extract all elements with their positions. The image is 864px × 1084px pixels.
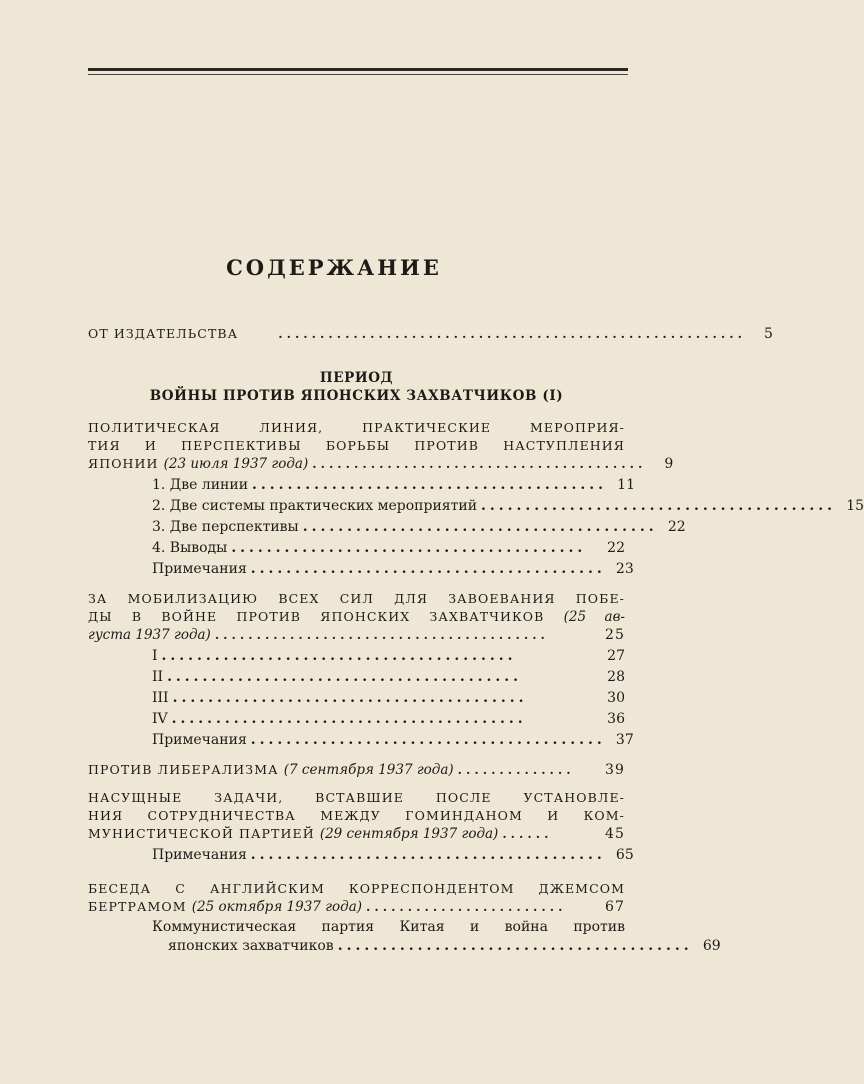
leader-dots: ........................................ <box>312 456 647 471</box>
leader-dots: .............. <box>457 762 575 777</box>
toc-page-number: 67 <box>604 899 625 915</box>
toc-page-number: 65 <box>615 847 634 863</box>
toc-subentry <box>88 845 634 866</box>
leader-dots: ........................................ <box>171 711 527 727</box>
toc-entry-line: МУНИСТИЧЕСКОЙ ПАРТИЕЙ <box>88 826 315 841</box>
leader-dots: ........................................ <box>481 498 837 514</box>
toc-entry-date: густа 1937 года) <box>88 627 211 643</box>
toc-entry-line: ЗА МОБИЛИЗАЦИЮ ВСЕХ СИЛ ДЛЯ ЗАВОЕВАНИЯ ПОБЕ- <box>88 591 625 606</box>
leader-dots: ........................................ <box>337 938 693 954</box>
toc-subentry <box>88 559 634 580</box>
toc-entry-line: НИЯ СОТРУДНИЧЕСТВА МЕЖДУ ГОМИНДАНОМ И КОМ- <box>88 808 625 823</box>
leader-dots: ........................................ <box>231 540 587 556</box>
toc-subentries-article4 <box>88 845 634 866</box>
leader-dots: ........................................ <box>161 648 517 664</box>
toc-entry-date: (29 сентября 1937 года) <box>319 826 499 842</box>
toc-subentry <box>88 496 864 517</box>
toc-page-number: 11 <box>617 477 635 493</box>
toc-subentries-article1 <box>88 475 864 580</box>
period-line2: ВОЙНЫ ПРОТИВ ЯПОНСКИХ ЗАХВАТЧИКОВ (I) <box>149 388 564 404</box>
toc-page-number: 15 <box>846 498 864 514</box>
toc-entry-label: ПРОТИВ ЛИБЕРАЛИЗМА <box>88 762 279 777</box>
toc-entry-article2 <box>88 590 625 644</box>
period-heading <box>88 369 625 405</box>
toc-entry-date: (25 октября 1937 года) <box>191 899 363 915</box>
toc-entry-label: ОТ ИЗДАТЕЛЬСТВА <box>88 326 239 341</box>
toc-subentry-label: III <box>152 690 169 706</box>
top-rule-thin <box>88 74 628 75</box>
leader-dots: ........................................ <box>214 627 549 642</box>
toc-entry-line: ПОЛИТИЧЕСКАЯ ЛИНИЯ, ПРАКТИЧЕСКИЕ МЕРОПРИЯ- <box>88 420 625 435</box>
leader-dots: ...... <box>502 826 553 841</box>
toc-entry-date: (25 ав- <box>563 609 625 625</box>
toc-entry-line: БЕСЕДА С АНГЛИЙСКИМ КОРРЕСПОНДЕНТОМ ДЖЕМСОМ <box>88 881 625 896</box>
toc-subentry-label: 1. Две линии <box>152 477 249 493</box>
toc-subentry <box>88 667 625 688</box>
toc-entry-article4 <box>88 789 625 843</box>
toc-subentry-label: 2. Две системы практических мероприятий <box>152 498 478 514</box>
toc-page-number: 5 <box>763 326 774 342</box>
toc-entry-line: БЕРТРАМОМ <box>88 899 187 914</box>
toc-page-number: 25 <box>604 627 625 643</box>
toc-entry-line: НАСУЩНЫЕ ЗАДАЧИ, ВСТАВШИЕ ПОСЛЕ УСТАНОВЛЕ- <box>88 790 625 805</box>
toc-entry-article3 <box>88 761 625 779</box>
toc-subentry <box>88 646 625 667</box>
leader-dots: ........................................ <box>172 690 528 706</box>
toc-page-number: 23 <box>615 561 634 577</box>
toc-subentry <box>88 538 625 559</box>
toc-page-number: 69 <box>702 938 721 954</box>
toc-subentry <box>88 517 686 538</box>
toc-page-number: 45 <box>604 826 625 842</box>
leader-dots: ........................................ <box>250 847 606 863</box>
toc-page-number: 28 <box>607 669 625 685</box>
toc-subentry-line: Коммунистическая партия Китая и война против <box>152 919 625 935</box>
leader-dots: ........................................ <box>302 519 658 535</box>
leader-dots: ........................ <box>366 899 567 914</box>
toc-entry-line: ТИЯ И ПЕРСПЕКТИВЫ БОРЬБЫ ПРОТИВ НАСТУПЛЕНИЯ <box>88 438 625 453</box>
toc-subentry-label: IV <box>152 711 168 727</box>
toc-subentry <box>88 688 625 709</box>
period-line1: ПЕРИОД <box>319 370 394 386</box>
toc-entry-article1 <box>88 419 675 473</box>
toc-subentry <box>88 475 635 496</box>
leader-dots: ........................................ <box>250 561 606 577</box>
table-of-contents <box>88 325 864 956</box>
toc-entry-date: (7 сентября 1937 года) <box>283 762 454 778</box>
toc-entry-date: (23 июля 1937 года) <box>163 456 309 472</box>
leader-dots: ........................................ <box>167 669 523 685</box>
toc-subentry-label: I <box>152 648 158 664</box>
toc-page-number: 36 <box>607 711 625 727</box>
toc-subentry-label: Примечания <box>152 847 247 863</box>
toc-subentry-label: японских захватчиков <box>168 938 334 954</box>
toc-page-number: 37 <box>615 732 634 748</box>
toc-subentry-label: 4. Выводы <box>152 540 228 556</box>
toc-entry-line: ЯПОНИИ <box>88 456 159 471</box>
toc-page-number: 22 <box>607 540 625 556</box>
toc-page-number: 27 <box>607 648 625 664</box>
leader-dots: ........................................ <box>252 477 607 493</box>
leader-dots: ........................................ <box>250 732 606 748</box>
toc-entry-line: ДЫ В ВОЙНЕ ПРОТИВ ЯПОНСКИХ ЗАХВАТЧИКОВ <box>88 609 545 624</box>
toc-subentry <box>88 937 721 956</box>
toc-subentries-article2 <box>88 646 634 751</box>
toc-page-number: 30 <box>607 690 625 706</box>
toc-page-number: 22 <box>667 519 686 535</box>
toc-subentry-label: Примечания <box>152 561 247 577</box>
page-title: СОДЕРЖАНИЕ <box>226 255 442 280</box>
toc-subentry-label: II <box>152 669 164 685</box>
leader-dots: ........................................................ <box>278 326 746 341</box>
toc-subentry-label: 3. Две перспективы <box>152 519 299 535</box>
toc-page-number: 39 <box>604 762 625 778</box>
toc-subentry <box>88 709 625 730</box>
toc-entry-article5 <box>88 880 625 916</box>
toc-subentries-article5 <box>88 918 721 956</box>
toc-subentry-label: Примечания <box>152 732 247 748</box>
toc-entry-front <box>88 325 774 343</box>
toc-page-number: 9 <box>664 456 675 472</box>
toc-subentry <box>88 730 634 751</box>
top-rule <box>88 68 628 71</box>
